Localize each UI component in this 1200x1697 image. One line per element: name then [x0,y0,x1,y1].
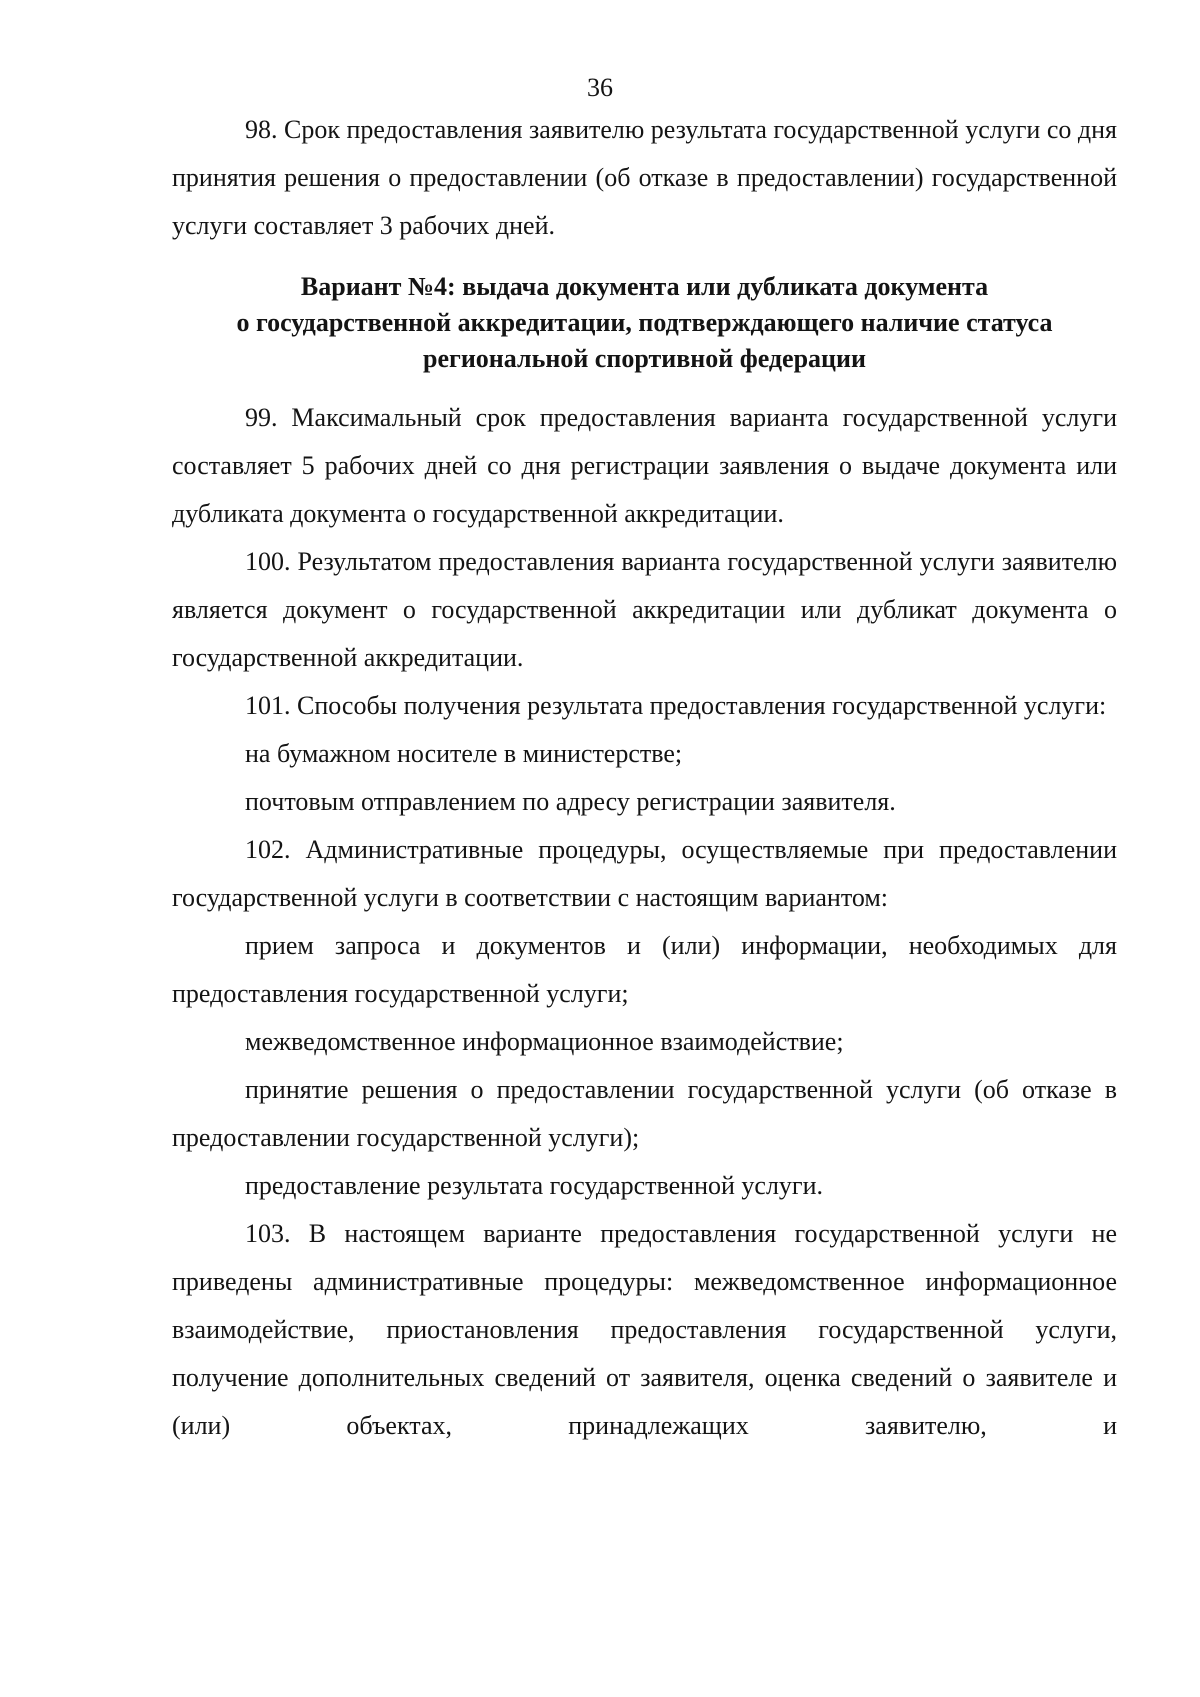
list-item: предоставление результата государственной услуги. [245,1171,824,1200]
list-item: почтовым отправлением по адресу регистрации заявителя. [245,787,896,816]
paragraph-103: 103. В настоящем варианте предоставления государственной услуги не приведены административные процедуры: межведомственное информационное взаимодействие, приостановления предоставления государственной услуги, получение дополнительных сведений от заявителя, оценка сведений о заявителе и (или) объектах, принадлежащих заявителю, и [172,1219,1117,1440]
paragraph-98: 98. Срок предоставления заявителю результата государственной услуги со дня принятия решения о предоставлении (об отказе в предоставлении) государственной услуги составляет 3 рабочих дней. [172,115,1117,240]
heading-line-3: региональной спортивной федерации [423,344,866,373]
list-item: на бумажном носителе в министерстве; [245,739,683,768]
heading-line-1: Вариант №4: выдача документа или дубликата документа [300,272,989,301]
heading-line-2: о государственной аккредитации, подтверждающего наличие статуса [236,308,1053,337]
top-text-block [172,106,1117,250]
section-heading [172,269,1117,377]
paragraph-101: 101. Способы получения результата предоставления государственной услуги: [245,691,1107,720]
main-text-block [172,394,1117,1450]
list-item: принятие решения о предоставлении государственной услуги (об отказе в предоставлении государственной услуги); [172,1075,1117,1152]
paragraph-100: 100. Результатом предоставления варианта государственной услуги заявителю является документ о государственной аккредитации или дубликат документа о государственной аккредитации. [172,547,1117,672]
list-item: межведомственное информационное взаимодействие; [245,1027,844,1056]
paragraph-102: 102. Административные процедуры, осуществляемые при предоставлении государственной услуги в соответствии с настоящим вариантом: [172,835,1117,912]
page-number: 36 [587,73,613,102]
paragraph-99: 99. Максимальный срок предоставления варианта государственной услуги составляет 5 рабочих дней со дня регистрации заявления о выдаче документа или дубликата документа о государственной аккредитации. [172,403,1117,528]
list-item: прием запроса и документов и (или) информации, необходимых для предоставления государственной услуги; [172,931,1117,1008]
